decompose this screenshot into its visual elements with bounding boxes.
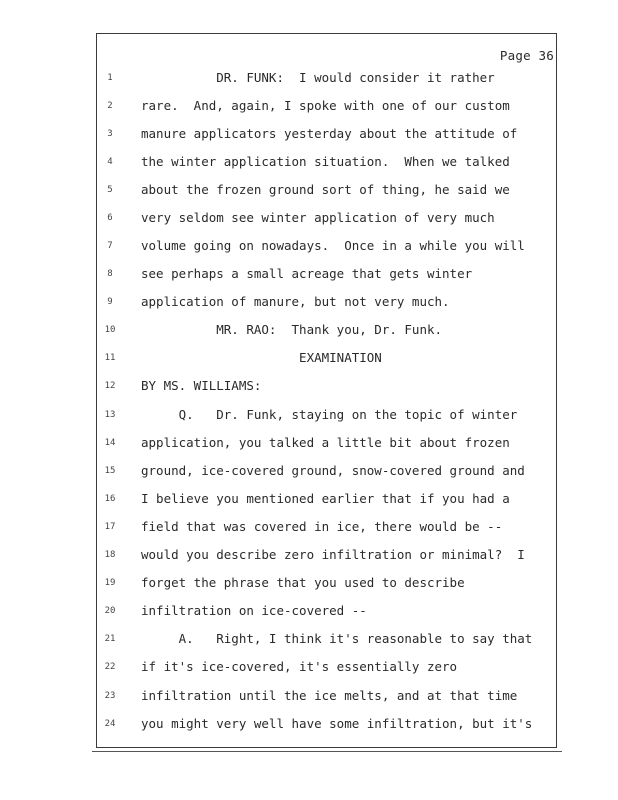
- line-number: 16: [104, 494, 116, 504]
- bottom-rule: [92, 751, 562, 752]
- line-text: forget the phrase that you used to describe: [141, 575, 465, 590]
- line-text: application of manure, but not very much.: [141, 294, 450, 309]
- line-number: 14: [104, 438, 116, 448]
- line-text: A. Right, I think it's reasonable to say that: [141, 631, 533, 646]
- line-number: 15: [104, 466, 116, 476]
- transcript-line: [98, 657, 558, 677]
- line-number: 5: [107, 185, 113, 195]
- transcript-line: [98, 545, 558, 565]
- transcript-line: [98, 180, 558, 200]
- line-number: 24: [104, 719, 116, 729]
- line-number: 12: [104, 381, 116, 391]
- line-number: 6: [107, 213, 113, 223]
- transcript-line: [98, 686, 558, 706]
- line-text: infiltration until the ice melts, and at that time: [141, 688, 518, 703]
- transcript-line: [98, 348, 558, 368]
- line-number: 18: [104, 550, 116, 560]
- line-text: manure applicators yesterday about the attitude of: [141, 126, 518, 141]
- transcript-line: [98, 629, 558, 649]
- line-number: 4: [107, 157, 113, 167]
- transcript-line: [98, 236, 558, 256]
- line-text: ground, ice-covered ground, snow-covered ground and: [141, 463, 525, 478]
- line-number: 10: [104, 325, 116, 335]
- line-text: DR. FUNK: I would consider it rather: [141, 70, 495, 85]
- line-text: about the frozen ground sort of thing, he said we: [141, 182, 510, 197]
- line-text: the winter application situation. When we talked: [141, 154, 510, 169]
- line-number: 22: [104, 662, 116, 672]
- line-number: 1: [107, 73, 113, 83]
- line-number: 21: [104, 634, 116, 644]
- line-number: 23: [104, 691, 116, 701]
- page-number: Page 36: [499, 48, 554, 63]
- transcript-line: [98, 320, 558, 340]
- transcript-line: [98, 433, 558, 453]
- line-number: 3: [107, 129, 113, 139]
- line-text: rare. And, again, I spoke with one of our custom: [141, 98, 510, 113]
- transcript-line: [98, 264, 558, 284]
- transcript-line: [98, 601, 558, 621]
- transcript-line: [98, 376, 558, 396]
- transcript-line: [98, 461, 558, 481]
- transcript-line: [98, 714, 558, 734]
- line-number: 8: [107, 269, 113, 279]
- transcript-line: [98, 68, 558, 88]
- line-text: I believe you mentioned earlier that if you had a: [141, 491, 510, 506]
- transcript-line: [98, 405, 558, 425]
- transcript-line: [98, 208, 558, 228]
- line-text: BY MS. WILLIAMS:: [141, 378, 262, 393]
- line-number: 17: [104, 522, 116, 532]
- line-text: MR. RAO: Thank you, Dr. Funk.: [141, 322, 443, 337]
- line-number: 20: [104, 606, 116, 616]
- line-text: very seldom see winter application of very much: [141, 210, 495, 225]
- line-text: volume going on nowadays. Once in a while you will: [141, 238, 525, 253]
- line-text: Q. Dr. Funk, staying on the topic of winter: [141, 407, 518, 422]
- transcript-line: [98, 573, 558, 593]
- line-number: 19: [104, 578, 116, 588]
- transcript-line: [98, 96, 558, 116]
- line-number: 13: [104, 410, 116, 420]
- transcript-line: [98, 517, 558, 537]
- line-text: application, you talked a little bit about frozen: [141, 435, 510, 450]
- line-number: 2: [107, 101, 113, 111]
- line-number: 11: [104, 353, 116, 363]
- line-text: infiltration on ice-covered --: [141, 603, 367, 618]
- transcript-line: [98, 292, 558, 312]
- line-text: EXAMINATION: [141, 350, 382, 365]
- transcript-line: [98, 152, 558, 172]
- transcript-line: [98, 124, 558, 144]
- line-text: would you describe zero infiltration or minimal? I: [141, 547, 525, 562]
- line-number: 7: [107, 241, 113, 251]
- line-number: 9: [107, 297, 113, 307]
- transcript-line: [98, 489, 558, 509]
- line-text: see perhaps a small acreage that gets winter: [141, 266, 473, 281]
- line-text: field that was covered in ice, there would be --: [141, 519, 503, 534]
- line-text: if it's ice-covered, it's essentially zero: [141, 659, 458, 674]
- line-text: you might very well have some infiltration, but it's: [141, 716, 533, 731]
